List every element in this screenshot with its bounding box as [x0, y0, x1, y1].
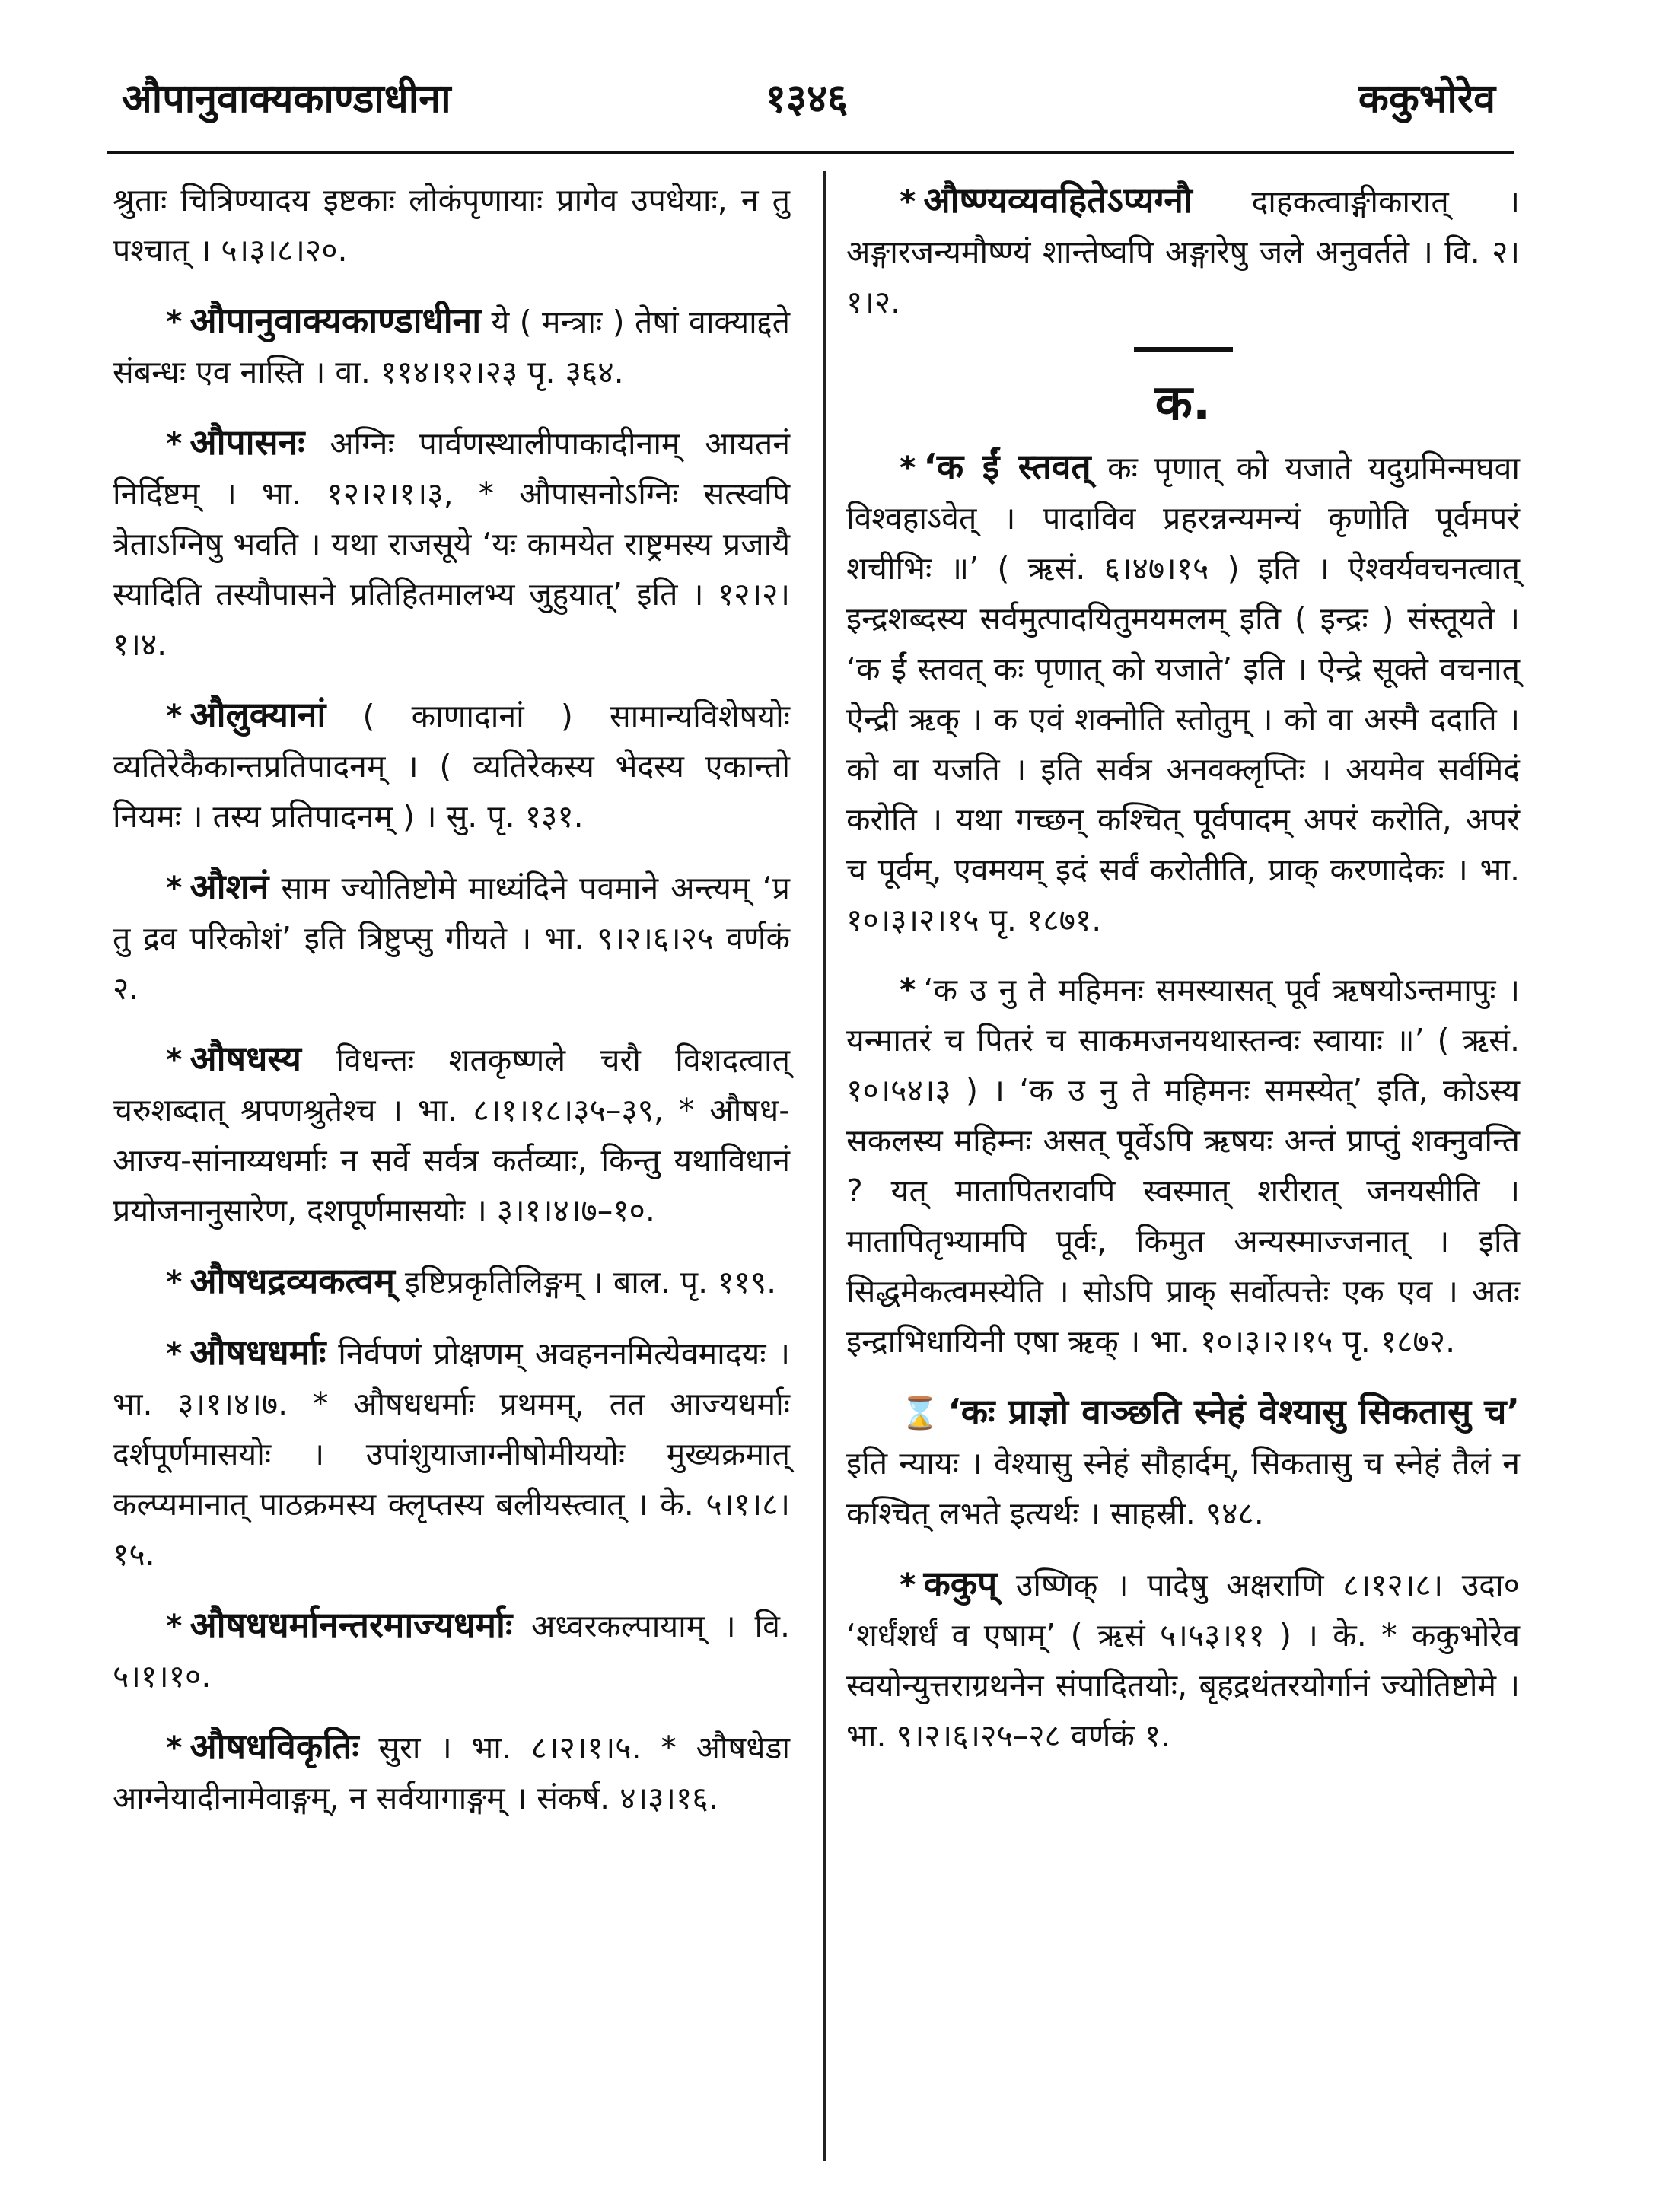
entry-text: अध्वरकल्पायाम् । वि. ५।१।१०. [113, 1608, 790, 1695]
header-rule [107, 151, 1514, 154]
entry-star-marker: * [900, 972, 916, 1008]
entry-headword: औलुक्यानां [189, 694, 326, 735]
header-right-guide-word: ककुभोरेव [1358, 76, 1495, 122]
entry-star-marker: * [166, 304, 183, 340]
entry-headword: औषधविकृतिः [189, 1726, 359, 1767]
entry-star-marker: * [166, 1608, 183, 1644]
entry-star-marker: * [166, 1264, 183, 1300]
entry-star-marker: * [900, 183, 916, 220]
entry-headword: औपासनः [189, 422, 305, 463]
entry-text: सुरा । भा. ८।२।१।५. * औषधेडा आग्नेयादीनामेवाङ्गम्, न सर्वयागाङ्गम् । संकर्ष. ४।३।१६. [113, 1730, 790, 1816]
entry-text: इष्टिप्रकृतिलिङ्गम् । बाल. पृ. ११९. [404, 1264, 777, 1300]
dictionary-entry [113, 689, 790, 842]
dictionary-entry [113, 1033, 790, 1236]
entry-text: कः पृणात् को यजाते यदुग्रमिन्मघवा विश्वहाऽवेत् । पादाविव प्रहरन्नन्यमन्यं कृणोति पूर्वमपरं शचीभिः ॥’ ( ऋसं. ६।४७।१५ ) इति । ऐश्वर्यवचनत्वात् इन्द्रशब्दस्य सर्वमुत्पादयितुमयमलम् इति ( इन्द्रः ) संस्तूयते । ‘क ईं स्तवत् कः पृणात् को यजाते’ इति । ऐन्द्रे सूक्ते वचनात् ऐन्द्री ऋक् । क एवं शक्नोति स्तोतुम् । को वा अस्मै ददाति । को वा यजति । इति सर्वत्र अनवक्लृप्तिः । अयमेव सर्वमिदं करोति । यथा गच्छन् कश्चित् पूर्वपादम् अपरं करोति, अपरं च पूर्वम्, एवमयम् इदं सर्वं करोतीति, प्राक् करणादेकः । भा. १०।३।२।१५ पृ. १८७१. [846, 450, 1520, 938]
entry-text: साम ज्योतिष्टोमे माध्यंदिने पवमाने अन्त्यम् ‘प्र तु द्रव परिकोशं’ इति त्रिष्टुप्सु गीयते । भा. ९।२।६।२५ वर्णकं २. [113, 870, 790, 1007]
entry-text: ‘क उ नु ते महिमनः समस्यासत् पूर्व ऋषयोऽन्तमापुः । यन्मातरं च पितरं च साकमजनयथास्तन्वः स्वायाः ॥’ ( ऋसं. १०।५४।३ ) । ‘क उ नु ते महिमनः समस्येत्’ इति, कोऽस्य सकलस्य महिम्नः असत् पूर्वेऽपि ऋषयः अन्तं प्राप्तुं शक्नुवन्ति ? यत् मातापितरावपि स्वस्मात् शरीरात् जनयसीति । मातापितृभ्यामपि पूर्वः, किमुत अन्यस्माज्जनात् । इति सिद्धमेकत्वमस्येति । सोऽपि प्राक् सर्वोत्पत्तेः एक एव । अतः इन्द्राभिधायिनी एषा ऋक् । भा. १०।३।२।१५ पृ. १८७२. [846, 972, 1520, 1360]
entry-text: अग्निः पार्वणस्थालीपाकादीनाम् आयतनं निर्दिष्टम् । भा. १२।२।१।३, * औपासनोऽग्निः सत्स्वपि त्रेताऽग्निषु भवति । यथा राजसूये ‘यः कामयेत राष्ट्रमस्य प्रजायै स्यादिति तस्यौपासने प्रतिहितमालभ्य जुहुयात्’ इति । १२।२।१।४. [113, 425, 790, 663]
entry-star-marker: * [166, 870, 183, 906]
dictionary-entry [113, 861, 790, 1014]
entry-star-marker: * [900, 450, 916, 486]
dictionary-entry [846, 1558, 1520, 1761]
dictionary-entry [113, 175, 790, 275]
nyaya-marker-icon: ⌛ [900, 1395, 941, 1431]
dictionary-entry [113, 1327, 790, 1580]
entry-headword: औषधद्रव्यकत्वम् [189, 1260, 395, 1301]
page-number: १३४६ [765, 76, 849, 122]
right-column [846, 175, 1520, 1781]
left-column [113, 175, 790, 1843]
entry-headword: औषधधर्माः [189, 1332, 326, 1373]
entry-headword: ‘क ईं स्तवत् [923, 446, 1091, 487]
entry-star-marker: * [166, 1730, 183, 1766]
entry-headword: औषधस्य [189, 1038, 301, 1079]
entry-text: विधन्तः शतकृष्णले चरौ विशदत्वात् चरुशब्दात् श्रपणश्रुतेश्च । भा. ८।१।१८।३५–३९, * औषध-आज्य-सांनाय्यधर्माः न सर्वे सर्वत्र कर्तव्याः, किन्तु यथाविधानं प्रयोजनानुसारेण, दशपूर्णमासयोः । ३।१।४।७–१०. [113, 1042, 790, 1229]
entry-star-marker: * [166, 1335, 183, 1372]
dictionary-entry [846, 965, 1520, 1367]
entry-headword: औष्ण्यव्यवहितेऽप्यग्नौ [923, 180, 1193, 221]
entry-text: ( काणादानां ) सामान्यविशेषयोः व्यतिरेकैकान्तप्रतिपादनम् । ( व्यतिरेकस्य भेदस्य एकान्तो नियमः । तस्य प्रतिपादनम् ) । सु. पृ. १३१. [113, 698, 790, 835]
entry-star-marker: * [900, 1567, 916, 1603]
section-heading: क. [1154, 375, 1212, 431]
entry-text: उष्णिक् । पादेषु अक्षराणि ८।१२।८। उदा० ‘शर्धंशर्धं व एषाम्’ ( ऋसं ५।५३।११ ) । के. * ककुभोरेव स्वयोन्युत्तराग्रथनेन संपादितयोः, बृहद्रथंतरयोर्गानं ज्योतिष्टोमे । भा. ९।२।६।२५–२८ वर्णकं १. [846, 1567, 1520, 1754]
dictionary-entry [113, 1599, 790, 1701]
entry-text: निर्वपणं प्रोक्षणम् अवहननमित्येवमादयः । भा. ३।१।४।७. * औषधधर्माः प्रथमम्, तत आज्यधर्माः दर्शपूर्णमासयोः । उपांशुयाजाग्नीषोमीययोः मुख्यक्रमात् कल्प्यमानात् पाठक्रमस्य क्लृप्तस्य बलीयस्त्वात् । के. ५।१।८।१५. [113, 1335, 790, 1573]
entry-star-marker: * [166, 1042, 183, 1078]
dictionary-entry [846, 175, 1520, 327]
dictionary-entry [113, 1256, 790, 1307]
entry-star-marker: * [166, 698, 183, 734]
entry-star-marker: * [166, 425, 183, 462]
dictionary-entry [113, 295, 790, 397]
dictionary-entry [113, 417, 790, 670]
header-left-guide-word: औपानुवाक्यकाण्डाधीना [122, 76, 451, 122]
dictionary-entry [846, 1386, 1520, 1539]
section-rule [1134, 347, 1233, 352]
entry-text: दाहकत्वाङ्गीकारात् । अङ्गारजन्यमौष्ण्यं शान्तेष्वपि अङ्गारेषु जले अनुवर्तते । वि. २।१।२. [846, 183, 1520, 320]
dictionary-entry [846, 441, 1520, 945]
entry-headword: औषधधर्मानन्तरमाज्यधर्माः [189, 1604, 513, 1645]
entry-headword: ‘कः प्राज्ञो वाञ्छति स्नेहं वेश्यासु सिकतासु च’ [947, 1391, 1520, 1432]
entry-text: श्रुताः चित्रिण्यादय इष्टकाः लोकंपृणायाः प्रागेव उपधेयाः, न तु पश्चात् । ५।३।८।२०. [113, 182, 790, 269]
entry-headword: औपानुवाक्यकाण्डाधीना [189, 300, 482, 341]
dictionary-entry [113, 1721, 790, 1823]
entry-text: ये ( मन्त्राः ) तेषां वाक्याद्दते संबन्धः एव नास्ति । वा. ११४।१२।२३ पृ. ३६४. [113, 304, 790, 390]
column-divider [823, 171, 826, 2161]
entry-headword: ककुप् [923, 1563, 998, 1604]
entry-headword: औशनं [189, 866, 269, 907]
entry-text: इति न्यायः । वेश्यासु स्नेहं सौहार्दम्, सिकतासु च स्नेहं तैलं न कश्चित् लभते इत्यर्थः । साहस्री. ९४८. [846, 1445, 1520, 1532]
